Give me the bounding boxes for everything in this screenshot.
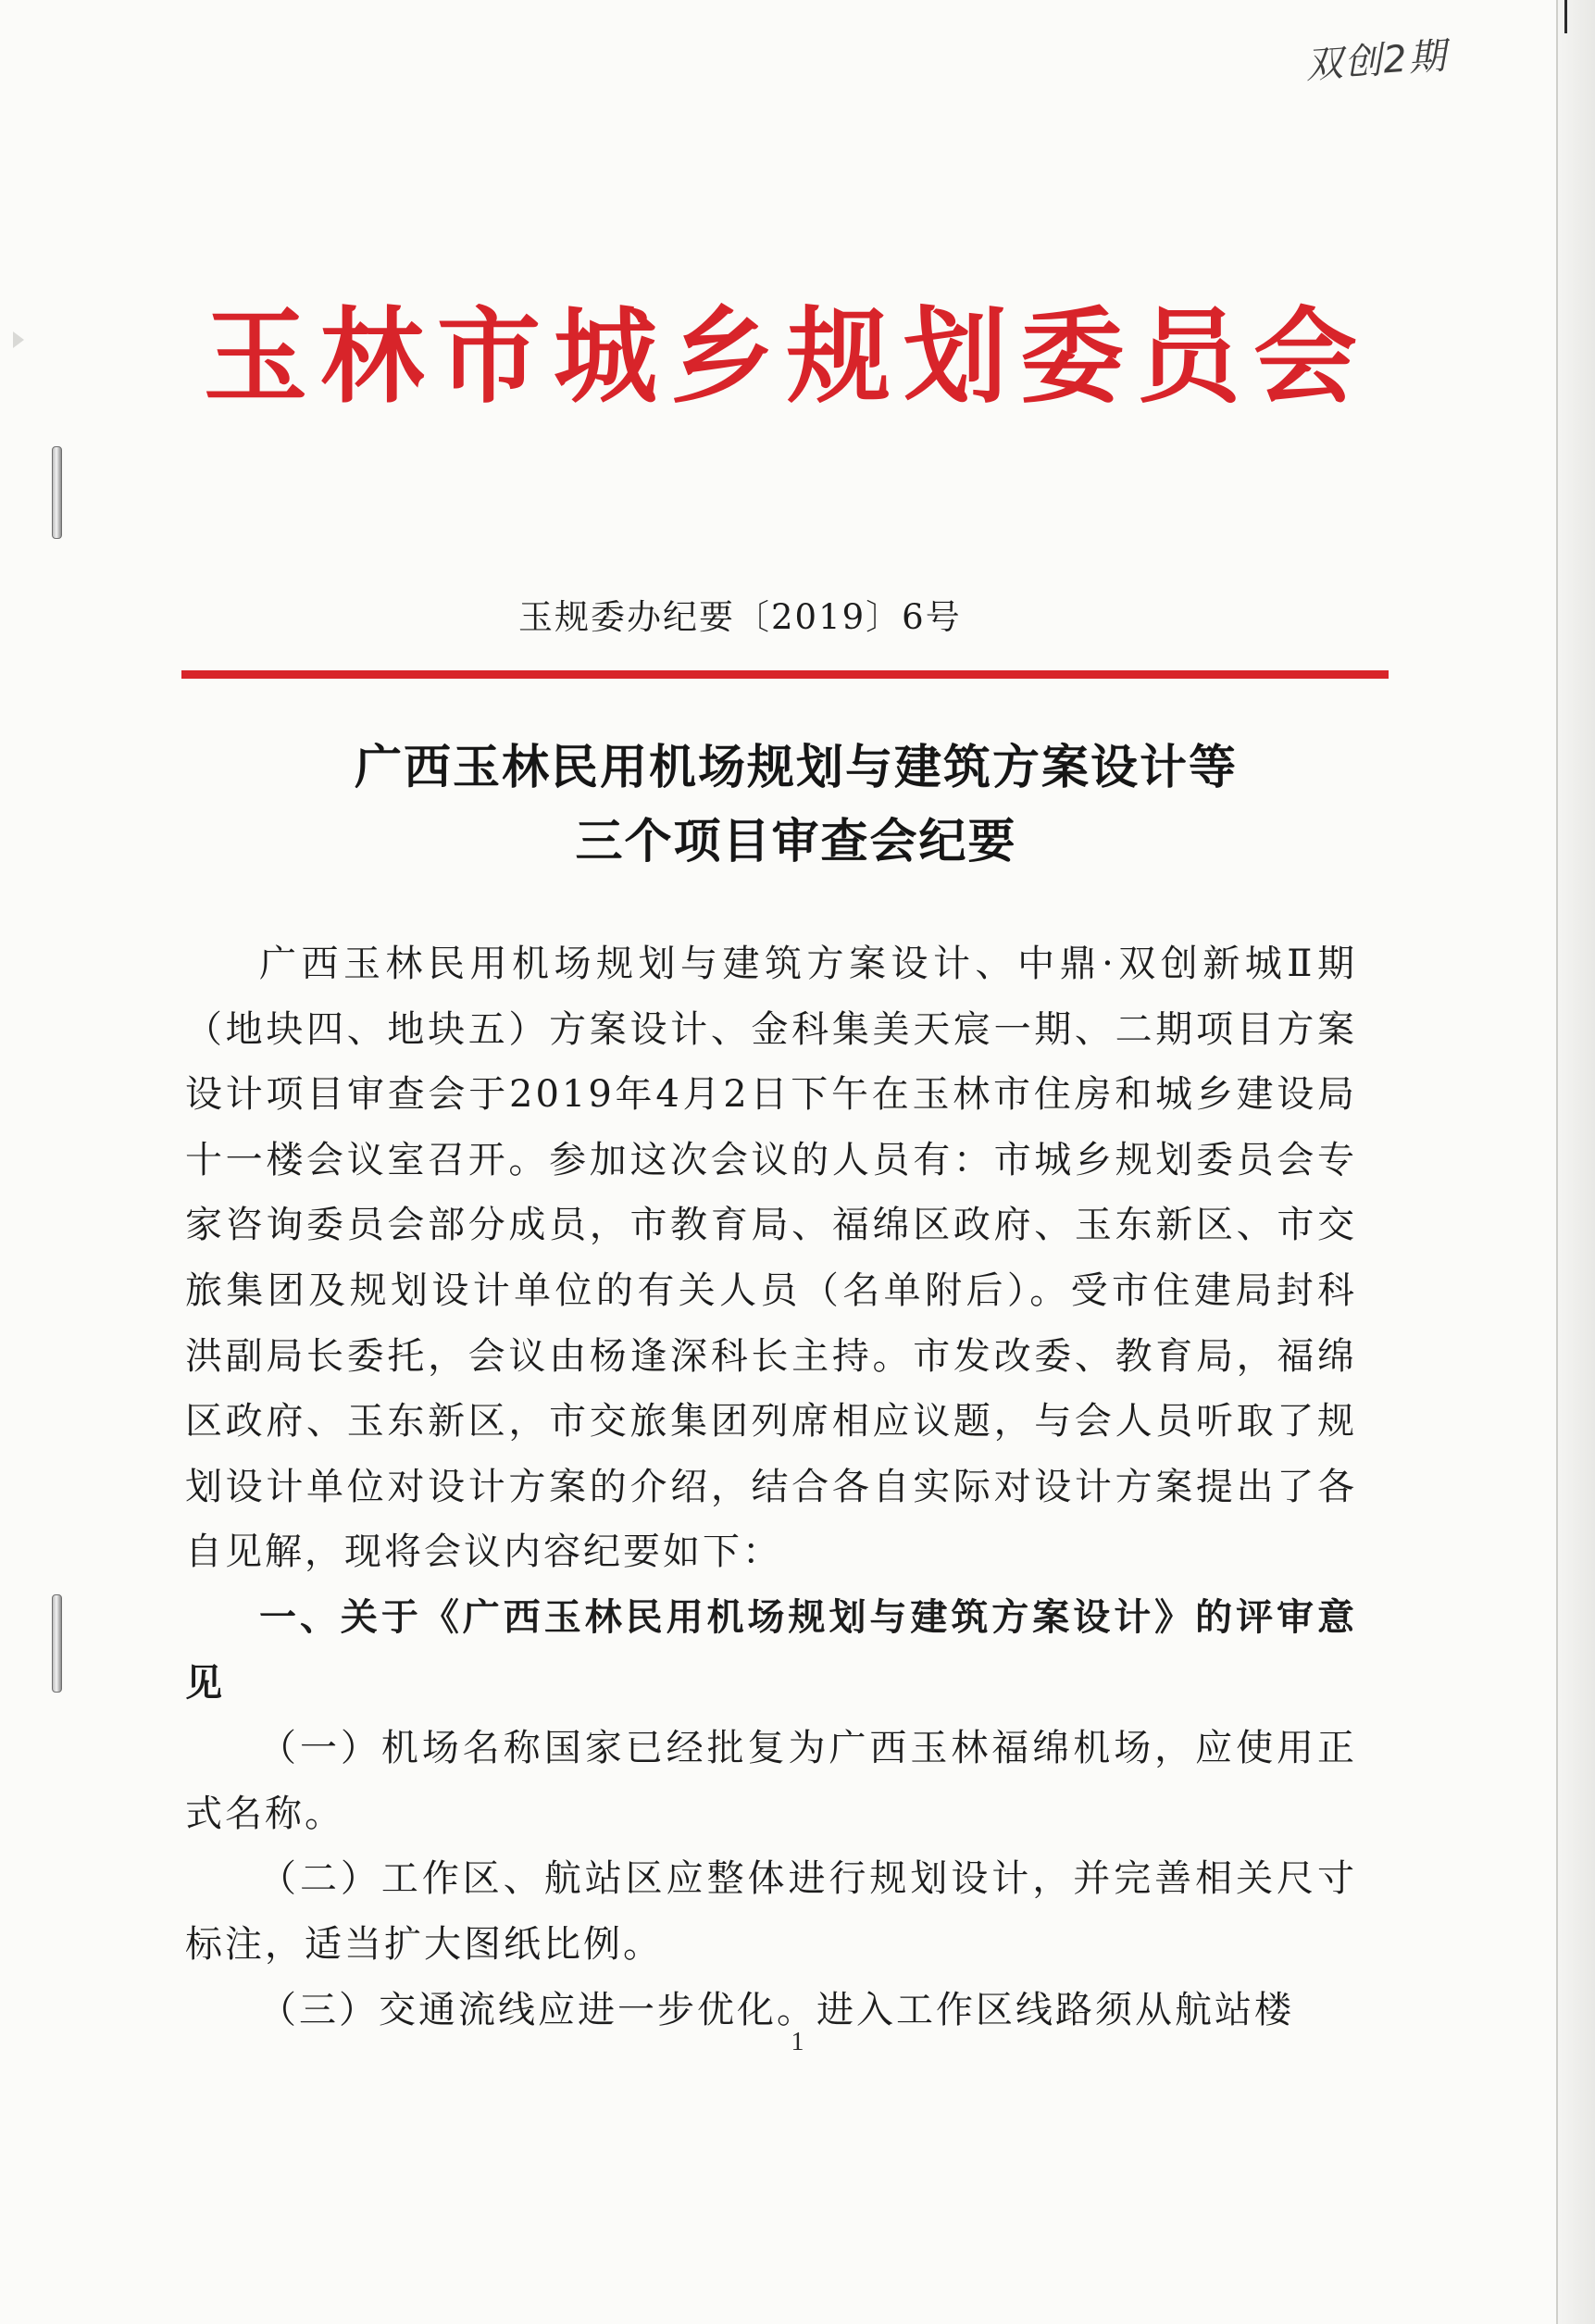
scanned-page-edge — [1556, 0, 1595, 2324]
review-item-3: （三）交通流线应进一步优化。进入工作区线路须从航站楼 — [259, 1988, 1294, 2031]
review-item-2: （二）工作区、航站区应整体进行规划设计，并完善相关尺寸标注，适当扩大图纸比例。 — [185, 1857, 1357, 1966]
document-title — [139, 731, 1453, 880]
document-title-line-1: 广西玉林民用机场规划与建筑方案设计等 — [354, 741, 1238, 795]
punch-mark — [13, 331, 24, 348]
document-body — [185, 931, 1357, 2043]
intro-paragraph: 广西玉林民用机场规划与建筑方案设计、中鼎·双创新城Ⅱ期（地块四、地块五）方案设计、金科集美天宸一期、二期项目方案设计项目审查会于2019年4月2日下午在玉林市住房和城乡建设局十一楼会议室召开。参加这次会议的人员有：市城乡规划委员会专家咨询委员会部分成员，市教育局、福绵区政府、玉东新区、市交旅集团及规划设计单位的有关人员（名单附后）。受市住建局封科洪副局长委托，会议由杨逢深科长主持。市发改委、教育局，福绵区政府、玉东新区，市交旅集团列席相应议题，与会人员听取了规划设计单位对设计方案的介绍，结合各自实际对设计方案提出了各自见解，现将会议内容纪要如下： — [185, 943, 1357, 1574]
handwritten-annotation: 双创2期 — [1303, 34, 1450, 88]
red-divider-rule — [181, 670, 1389, 679]
document-title-line-2: 三个项目审查会纪要 — [575, 815, 1017, 869]
page-number: 1 — [791, 2028, 804, 2056]
binding-staple-bottom — [52, 1594, 62, 1693]
scanned-edge-shadow — [1564, 0, 1567, 33]
issuing-organization-header: 玉林市城乡规划委员会 — [204, 296, 1370, 418]
binding-staple-top — [52, 446, 62, 539]
section-1-heading: 一、关于《广西玉林民用机场规划与建筑方案设计》的评审意见 — [185, 1595, 1357, 1705]
review-item-1: （一）机场名称国家已经批复为广西玉林福绵机场，应使用正式名称。 — [185, 1727, 1357, 1835]
document-number: 玉规委办纪要〔2019〕6号 — [518, 597, 962, 637]
